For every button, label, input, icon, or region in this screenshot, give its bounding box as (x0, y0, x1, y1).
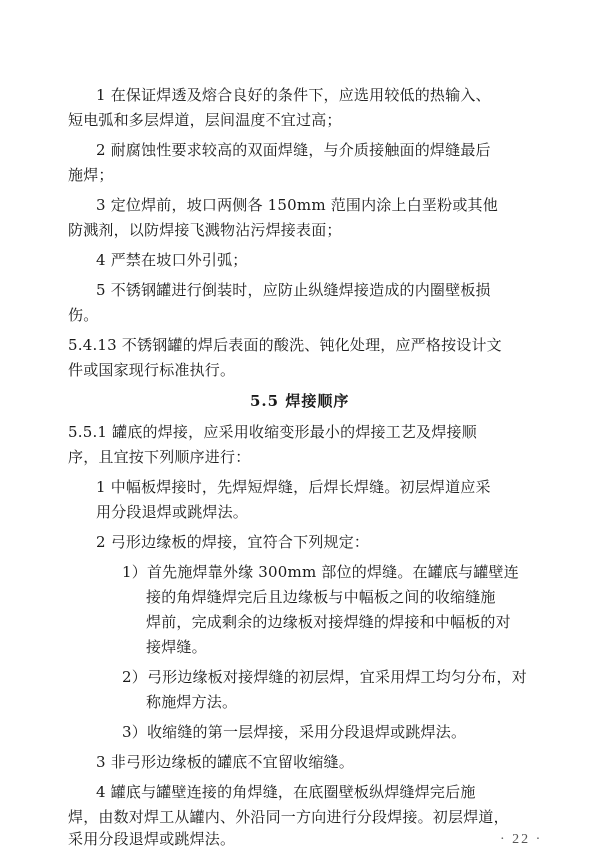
text-line: 焊，由数对焊工从罐内、外沿同一方向进行分段焊接。初层焊道， (68, 808, 509, 826)
text-line: 采用分段退焊或跳焊法。 (68, 830, 236, 848)
text-line: 接焊缝。 (146, 638, 207, 656)
text-line: 接的角焊缝焊完后且边缘板与中幅板之间的收缩缝施 (146, 588, 496, 606)
section-heading: 5.5 焊接顺序 (250, 392, 350, 410)
text-line: 件或国家现行标准执行。 (68, 361, 236, 379)
text-line: 伤。 (68, 306, 99, 324)
text-line: 1 在保证焊透及熔合良好的条件下，应选用较低的热输入、 (96, 86, 491, 104)
text-line: 4 严禁在坡口外引弧； (96, 251, 248, 269)
clause-5-4-13: 5.4.13 不锈钢罐的焊后表面的酸洗、钝化处理，应严格按设计文 (68, 336, 502, 354)
text-line: 施焊； (68, 166, 114, 184)
text-line: 称施焊方法。 (146, 693, 238, 711)
text-line: 3）收缩缝的第一层焊接，采用分段退焊或跳焊法。 (122, 723, 467, 741)
text-line: 3 定位焊前，坡口两侧各 150mm 范围内涂上白垩粉或其他 (96, 196, 498, 214)
text-line: 1 中幅板焊接时，先焊短焊缝，后焊长焊缝。初层焊道应采 (96, 478, 491, 496)
text-line: 3 非弓形边缘板的罐底不宜留收缩缝。 (96, 753, 354, 771)
text-line: 短电弧和多层焊道，层间温度不宜过高； (68, 111, 342, 129)
text-line: 用分段退焊或跳焊法。 (96, 503, 249, 521)
text-line: 4 罐底与罐壁连接的角焊缝，在底圈壁板纵焊缝焊完后施 (96, 783, 476, 801)
page-number: · 22 · (500, 832, 543, 847)
text-line: 防溅剂，以防焊接飞溅物沾污焊接表面； (68, 221, 342, 239)
clause-5-5-1: 5.5.1 罐底的焊接，应采用收缩变形最小的焊接工艺及焊接顺 (68, 423, 477, 441)
text-line: 1）首先施焊靠外缘 300mm 部位的焊缝。在罐底与罐壁连 (122, 563, 519, 581)
text-line: 焊前，完成剩余的边缘板对接焊缝的焊接和中幅板的对 (146, 613, 511, 631)
text-line: 5 不锈钢罐进行倒装时，应防止纵缝焊接造成的内圈壁板损 (96, 281, 491, 299)
text-line: 2 耐腐蚀性要求较高的双面焊缝，与介质接触面的焊缝最后 (96, 141, 491, 159)
text-line: 2 弓形边缘板的焊接，宜符合下列规定： (96, 533, 370, 551)
text-line: 序，且宜按下列顺序进行： (68, 448, 251, 466)
text-line: 2）弓形边缘板对接焊缝的初层焊，宜采用焊工均匀分布，对 (122, 668, 527, 686)
